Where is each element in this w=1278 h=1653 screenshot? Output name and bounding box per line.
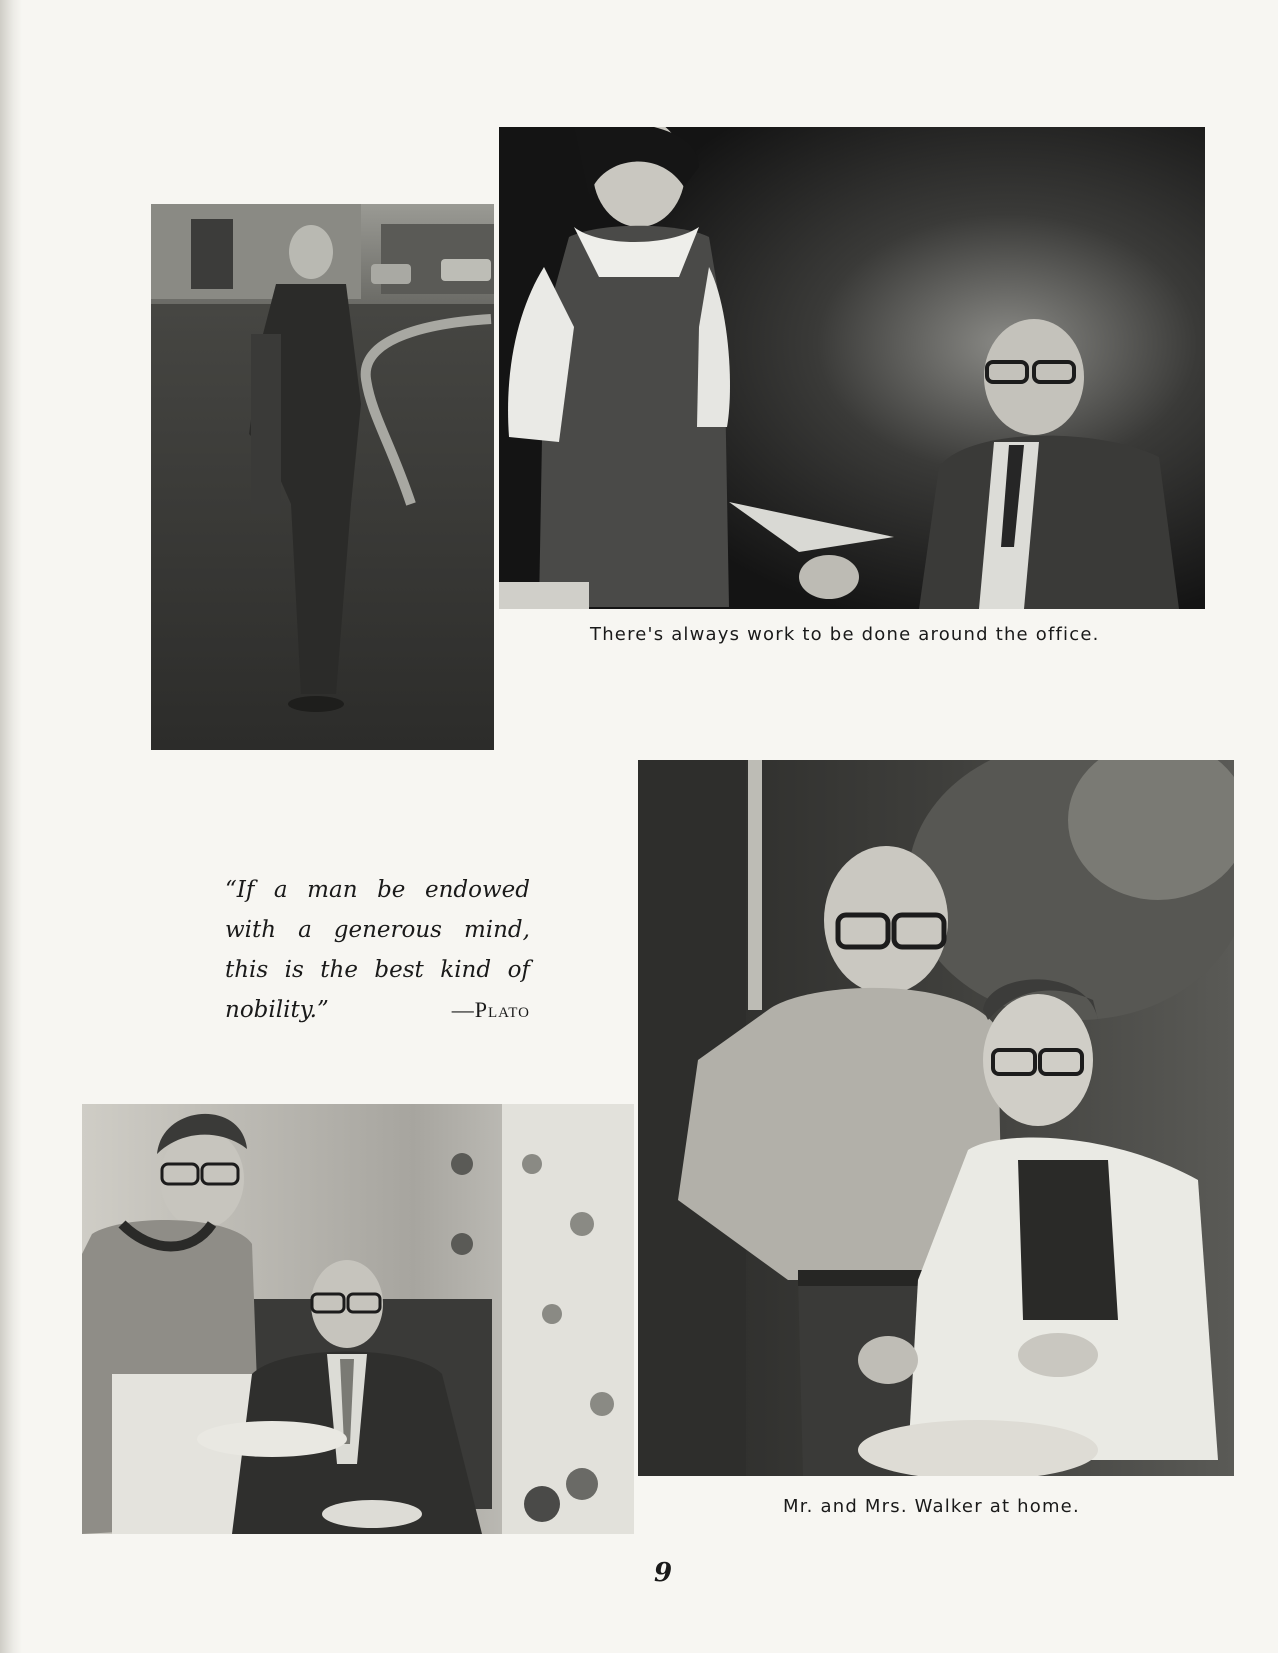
quote-line-3: this is the best kind of <box>225 957 530 983</box>
photo-office-scene <box>499 127 1205 609</box>
photo-man-outdoors <box>151 204 494 750</box>
page-number: 9 <box>654 1558 673 1588</box>
quote-line-4: nobility.” —Plato <box>225 990 530 1030</box>
caption-office: There's always work to be done around the office. <box>590 624 1100 645</box>
plato-quote <box>225 870 530 1030</box>
photo-kitchen-scene <box>82 1104 634 1534</box>
quote-line-2: with a generous mind, <box>225 917 530 943</box>
quote-line-1: “If a man be endowed <box>225 877 530 903</box>
quote-attribution: —Plato <box>451 997 530 1022</box>
page-binding-edge <box>0 0 22 1653</box>
photo-walkers-at-home <box>638 760 1234 1476</box>
caption-home: Mr. and Mrs. Walker at home. <box>783 1496 1080 1517</box>
